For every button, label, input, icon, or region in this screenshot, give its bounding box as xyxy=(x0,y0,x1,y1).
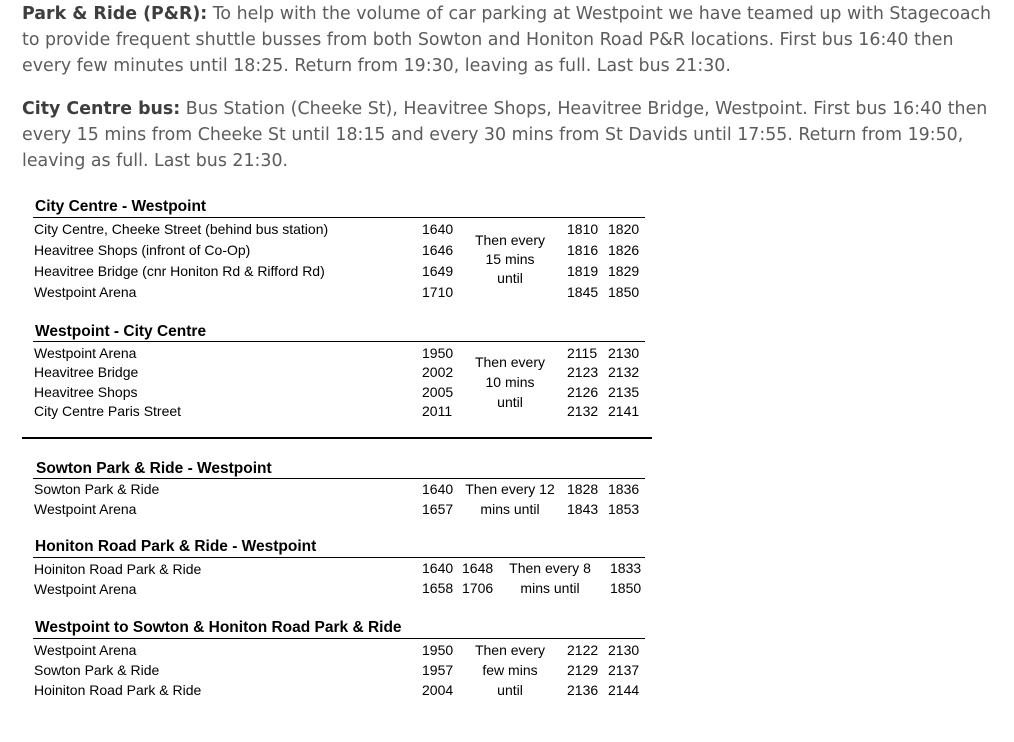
frequency-line: until xyxy=(497,270,523,286)
first-departure: 1646 xyxy=(422,242,454,258)
last-departure: 1850 xyxy=(608,284,640,300)
second-departure: 1648 xyxy=(462,560,494,576)
frequency-note xyxy=(462,231,558,288)
stop-name: Hoiniton Road Park & Ride xyxy=(34,561,202,577)
timetable-title: Westpoint - City Centre xyxy=(35,323,207,340)
last-departure: 2144 xyxy=(608,682,640,698)
first-departure: 1640 xyxy=(422,481,454,497)
section-divider xyxy=(22,437,652,439)
last-departure: 2132 xyxy=(567,403,599,419)
first-departure: 1957 xyxy=(422,662,454,678)
frequency-line: until xyxy=(497,394,523,410)
last-departure: 1853 xyxy=(608,501,640,517)
timetable-title: City Centre - Westpoint xyxy=(35,198,207,215)
stop-name: City Centre Paris Street xyxy=(34,403,182,419)
first-departure: 1710 xyxy=(422,284,454,300)
frequency-note xyxy=(462,352,558,412)
frequency-note xyxy=(502,558,598,598)
header-rule xyxy=(33,341,645,342)
last-departure: 2141 xyxy=(608,403,640,419)
first-departure: 2002 xyxy=(422,364,454,380)
stop-name: Heavitree Shops (infront of Co-Op) xyxy=(34,242,251,258)
last-departure: 1829 xyxy=(608,263,640,279)
stop-name: Heavitree Bridge xyxy=(34,364,139,380)
last-departure: 1833 xyxy=(610,560,642,576)
first-departure: 2004 xyxy=(422,682,454,698)
stop-name: Hoiniton Road Park & Ride xyxy=(34,682,202,698)
last-departure: 2135 xyxy=(608,384,640,400)
header-rule xyxy=(33,638,645,639)
city-bus-label: City Centre bus: xyxy=(22,99,181,119)
last-departure: 1826 xyxy=(608,242,640,258)
first-departure: 2011 xyxy=(422,403,453,419)
last-departure: 1819 xyxy=(567,263,599,279)
first-departure: 1950 xyxy=(422,642,454,658)
timetable-title: Westpoint to Sowton & Honiton Road Park & Ride xyxy=(35,619,402,636)
last-departure: 2122 xyxy=(567,642,599,658)
frequency-line: Then every xyxy=(474,642,546,658)
frequency-line: Then every xyxy=(474,354,546,370)
stop-name: Heavitree Shops xyxy=(34,384,138,400)
first-departure: 1950 xyxy=(422,345,454,361)
first-departure: 1657 xyxy=(422,501,454,517)
last-departure: 1850 xyxy=(610,580,642,596)
park-ride-label: Park & Ride (P&R): xyxy=(22,4,208,24)
city-bus-text: Bus Station (Cheeke St), Heavitree Shops, Heavitree Bridge, Westpoint. First bus 16:40 then every 15 mins from Cheeke St until 18:15 and every 30 mins from St Davids until 17:55. Return from 19:50, leaving as full. Last bus 21:30. xyxy=(22,99,988,171)
frequency-line: 10 mins xyxy=(485,374,535,390)
stop-name: Westpoint Arena xyxy=(34,501,137,517)
last-departure: 1810 xyxy=(567,221,599,237)
last-departure: 1845 xyxy=(567,284,599,300)
second-departure: 1706 xyxy=(462,580,494,596)
last-departure: 2123 xyxy=(567,364,599,380)
frequency-line: mins until xyxy=(520,580,580,596)
stop-name: City Centre, Cheeke Street (behind bus station) xyxy=(34,221,329,237)
last-departure: 1843 xyxy=(567,501,599,517)
last-departure: 2130 xyxy=(608,345,640,361)
last-departure: 2115 xyxy=(567,345,598,361)
last-departure: 1828 xyxy=(567,481,599,497)
frequency-line: few mins xyxy=(482,662,538,678)
first-departure: 1649 xyxy=(422,263,454,279)
stop-name: Sowton Park & Ride xyxy=(34,481,160,497)
first-departure: 1640 xyxy=(422,221,454,237)
stop-name: Westpoint Arena xyxy=(34,284,137,300)
last-departure: 2137 xyxy=(608,662,640,678)
frequency-note xyxy=(460,479,560,519)
frequency-note xyxy=(462,640,558,700)
first-departure: 2005 xyxy=(422,384,454,400)
last-departure: 1816 xyxy=(567,242,599,258)
stop-name: Westpoint Arena xyxy=(34,345,137,361)
stop-name: Westpoint Arena xyxy=(34,642,137,658)
timetable-title: Honiton Road Park & Ride - Westpoint xyxy=(35,538,317,555)
frequency-line: mins until xyxy=(480,501,540,517)
frequency-line: Then every 12 xyxy=(465,481,555,497)
last-departure: 2129 xyxy=(567,662,599,678)
last-departure: 1836 xyxy=(608,481,640,497)
frequency-line: until xyxy=(497,682,523,698)
timetable-title: Sowton Park & Ride - Westpoint xyxy=(36,460,272,477)
first-departure: 1658 xyxy=(422,580,454,596)
last-departure: 2132 xyxy=(608,364,640,380)
last-departure: 1820 xyxy=(608,221,640,237)
frequency-line: 15 mins xyxy=(485,251,535,267)
first-departure: 1640 xyxy=(422,560,454,576)
last-departure: 2130 xyxy=(608,642,640,658)
stop-name: Westpoint Arena xyxy=(34,581,137,597)
last-departure: 2126 xyxy=(567,384,599,400)
last-departure: 2136 xyxy=(567,682,599,698)
park-ride-text: To help with the volume of car parking at Westpoint we have teamed up with Stagecoach to provide frequent shuttle busses from both Sowton and Honiton Road P&R locations. First bus 16:40 then every few minutes until 18:25. Return from 19:30, leaving as full. Last bus 21:30. xyxy=(22,4,992,76)
frequency-line: Then every xyxy=(474,232,546,248)
frequency-line: Then every 8 xyxy=(509,560,591,576)
header-rule xyxy=(33,217,645,218)
stop-name: Heavitree Bridge (cnr Honiton Rd & Rifford Rd) xyxy=(34,263,325,279)
stop-name: Sowton Park & Ride xyxy=(34,662,160,678)
